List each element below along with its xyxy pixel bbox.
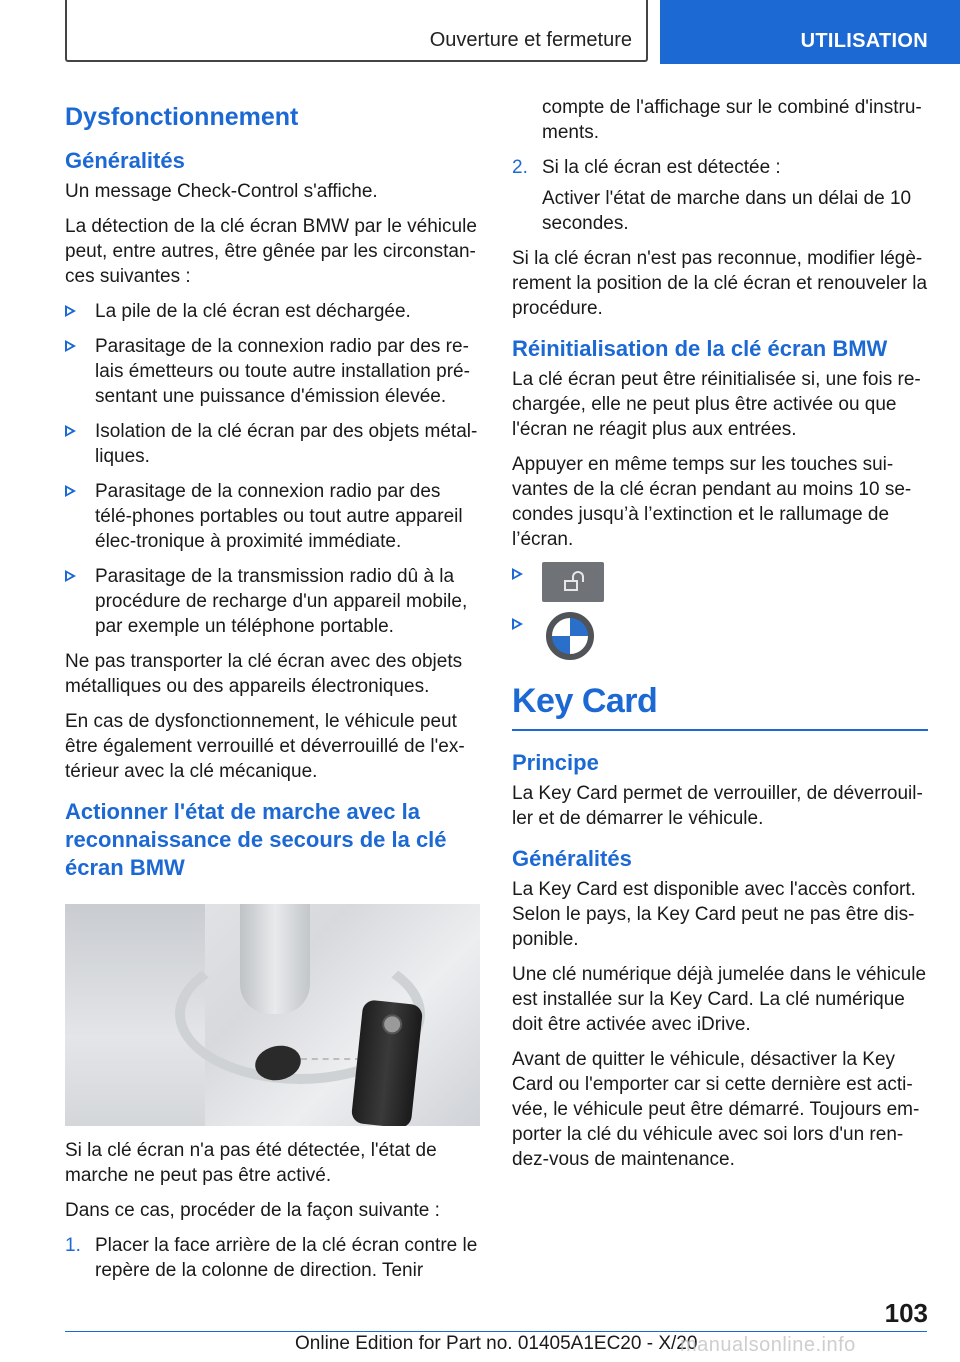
heading-reset: Réinitialisation de la clé écran BMW [512, 336, 888, 361]
heading-activate-emergency: Actionner l'état de marche avec la reconnaissance de secours de la clé écran BMW [65, 799, 447, 880]
reset-buttons-list [512, 562, 928, 660]
list-item: Parasitage de la connexion radio par des re-lais émetteurs ou toute autre installation pré-sentant une puissance d'émission élevée. [65, 334, 480, 409]
bmw-logo-button-icon [546, 612, 594, 660]
paragraph-principe: La Key Card permet de verrouiller, de déverrouil-ler et de démarrer le véhicule. [512, 783, 923, 829]
heading-generalites: Généralités [65, 148, 185, 173]
paragraph-mechanical-key: En cas de dysfonctionnement, le véhicule peut être également verrouillé et déverrouillé de l'ex-térieur avec la clé mécanique. [65, 711, 465, 782]
steering-column-key-photo [65, 904, 480, 1126]
paragraph-not-recognized: Si la clé écran n'est pas reconnue, modifier légè-rement la position de la clé écran et renouveler la procédure. [512, 248, 928, 319]
triangle-bullet-icon [65, 425, 76, 437]
paragraph-step1-continued: compte de l'affichage sur le combiné d'instru-ments. [542, 97, 922, 143]
list-item: 2. Si la clé écran est détectée : [512, 157, 781, 178]
bullet-list-causes [65, 299, 480, 639]
list-item: Isolation de la clé écran par des objets métal-liques. [65, 419, 480, 469]
steps-list-continued [512, 155, 928, 180]
paragraph-general-3: Avant de quitter le véhicule, désactiver la Key Card ou l'emporter car si cette dernière est acti-vée, le véhicule peut être démarré. Toujours em-porter la clé du véhicule avec soi lors d'un ren-dez-vous de maintenance. [512, 1049, 920, 1170]
header-section-title: Ouverture et fermeture [429, 29, 632, 51]
paragraph-not-detected: Si la clé écran n'a pas été détectée, l'état de marche ne peut pas être activé. [65, 1140, 437, 1186]
paragraph-reset-2: Appuyer en même temps sur les touches sui-vantes de la clé écran pendant au moins 10 se-condes jusqu’à l’extinction et le rallumage de l’écran. [512, 454, 912, 550]
paragraph-check-control: Un message Check-Control s'affiche. [65, 181, 378, 202]
footer-divider [65, 1331, 927, 1332]
watermark: manualsonline.info [680, 1334, 856, 1356]
unlock-button-icon [542, 562, 604, 602]
steps-list [65, 1233, 480, 1283]
heading-key-card: Key Card [512, 682, 928, 731]
header-section-box [65, 0, 648, 62]
footer-edition: Online Edition for Part no. 01405A1EC20 - X/20 [295, 1333, 698, 1354]
triangle-bullet-icon [512, 618, 523, 630]
triangle-bullet-icon [65, 485, 76, 497]
left-column [65, 95, 480, 1293]
list-item: La pile de la clé écran est déchargée. [65, 299, 480, 324]
page-number: 103 [884, 1298, 928, 1328]
paragraph-detection: La détection de la clé écran BMW par le véhicule peut, entre autres, être gênée par les circonstan-ces suivantes : [65, 216, 477, 287]
paragraph-step2-sub: Activer l'état de marche dans un délai de 10 secondes. [542, 188, 912, 234]
list-item [512, 612, 928, 660]
heading-dysfonctionnement: Dysfonctionnement [65, 103, 299, 131]
triangle-bullet-icon [65, 570, 76, 582]
paragraph-no-metal: Ne pas transporter la clé écran avec des objets métalliques ou des appareils électroniques. [65, 651, 463, 697]
paragraph-reset-1: La clé écran peut être réinitialisée si, une fois re-chargée, elle ne peut plus être activée ou que l'écran ne réagit plus aux entrées. [512, 369, 921, 440]
triangle-bullet-icon [512, 568, 523, 580]
paragraph-general-2: Une clé numérique déjà jumelée dans le véhicule est installée sur la Key Card. La clé numérique doit être activée avec iDrive. [512, 964, 927, 1035]
step-number: 1. [65, 1235, 81, 1256]
list-item: Parasitage de la transmission radio dû à la procédure de recharge d'un appareil mobile, par exemple un téléphone portable. [65, 564, 480, 639]
triangle-bullet-icon [65, 305, 76, 317]
triangle-bullet-icon [65, 340, 76, 352]
header-chapter-title: UTILISATION [800, 30, 928, 52]
list-item: 1. Placer la face arrière de la clé écran contre le repère de la colonne de direction. Tenir [65, 1235, 478, 1281]
right-column [512, 95, 928, 1182]
step-number: 2. [512, 157, 528, 178]
list-item: Parasitage de la connexion radio par des télé-phones portables ou tout autre appareil élec-tronique à proximité immédiate. [65, 479, 480, 554]
heading-principe: Principe [512, 750, 599, 775]
heading-generalites-key-card: Généralités [512, 846, 632, 871]
list-item [512, 562, 928, 602]
display-key-image [351, 999, 424, 1126]
paragraph-proceed: Dans ce cas, procéder de la façon suivante : [65, 1200, 440, 1221]
header-chapter-tab [660, 0, 960, 64]
paragraph-general-1: La Key Card est disponible avec l'accès confort. Selon le pays, la Key Card peut ne pas être dis-ponible. [512, 879, 916, 950]
